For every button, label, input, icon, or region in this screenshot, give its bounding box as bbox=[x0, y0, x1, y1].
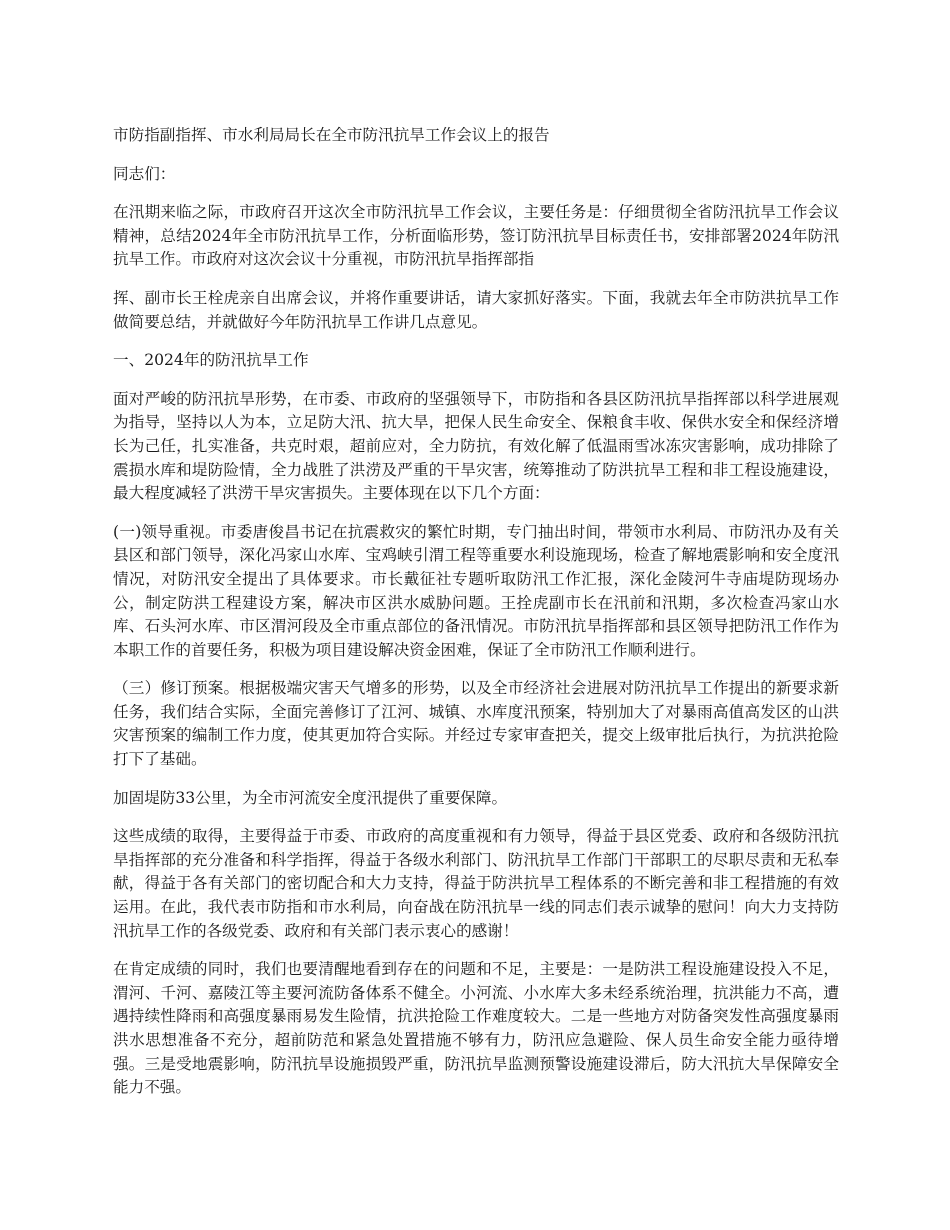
paragraph-achievements: 这些成绩的取得，主要得益于市委、市政府的高度重视和有力领导，得益于县区党委、政府和各级防汛抗旱指挥部的充分准备和科学指挥，得益于各级水利部门、防汛抗旱工作部门干部职工的尽职尽责和无私奉献，得益于各有关部门的密切配合和大力支持，得益于防洪抗旱工程体系的不断完善和非工程措施的有效运用。在此，我代表市防指和市水利局，向奋战在防汛抗旱一线的同志们表示诚挚的慰问！向大力支持防汛抗旱工作的各级党委、政府和有关部门表示衷心的感谢！ bbox=[113, 827, 839, 940]
salutation: 同志们： bbox=[113, 164, 176, 183]
document-body bbox=[113, 124, 839, 1115]
paragraph-leadership: (一)领导重视。市委唐俊昌书记在抗震救灾的繁忙时期，专门抽出时间，带领市水利局、市防汛办及有关县区和部门领导，深化冯家山水库、宝鸡峡引渭工程等重要水利设施现场，检查了解地震影响和安全度汛情况，对防汛安全提出了具体要求。市长戴征社专题听取防汛工作汇报，深化金陵河牛寺庙堤防现场办公，制定防洪工程建设方案，解决市区洪水威胁问题。王拴虎副市长在汛前和汛期，多次检查冯家山水库、石头河水库、市区渭河段及全市重点部位的备汛情况。市防汛抗旱指挥部和县区领导把防汛工作作为本职工作的首要任务，积极为项目建设解决资金困难，保证了全市防汛工作顺利进行。 bbox=[113, 522, 839, 659]
section-heading: 一、2024年的防汛抗旱工作 bbox=[113, 351, 309, 370]
paragraph-intro: 在汛期来临之际，市政府召开这次全市防汛抗旱工作会议，主要任务是：仔细贯彻全省防汛抗旱工作会议精神，总结2024年全市防汛抗旱工作，分析面临形势，签订防汛抗旱目标责任书，安排部署2024年防汛抗旱工作。市政府对这次会议十分重视，市防汛抗旱指挥部指 bbox=[113, 203, 839, 269]
document-title: 市防指副指挥、市水利局局长在全市防汛抗旱工作会议上的报告 bbox=[113, 126, 550, 144]
paragraph-levees: 加固堤防33公里，为全市河流安全度汛提供了重要保障。 bbox=[113, 788, 508, 807]
paragraph-intro-continued: 挥、副市长王栓虎亲自出席会议，并将作重要讲话，请大家抓好落实。下面，我就去年全市防洪抗旱工作做简要总结，并就做好今年防汛抗旱工作讲几点意见。 bbox=[113, 288, 839, 331]
paragraph-plans: （三）修订预案。根据极端灾害天气增多的形势，以及全市经济社会进展对防汛抗旱工作提出的新要求新任务，我们结合实际，全面完善修订了江河、城镇、水库度汛预案，特别加大了对暴雨高值高发区的山洪灾害预案的编制工作力度，使其更加符合实际。并经过专家审查把关，提交上级审批后执行，为抗洪抢险打下了基础。 bbox=[113, 679, 839, 769]
paragraph-overview: 面对严峻的防汛抗旱形势，在市委、市政府的坚强领导下，市防指和各县区防汛抗旱指挥部以科学进展观为指导，坚持以人为本，立足防大汛、抗大旱，把保人民生命安全、保粮食丰收、保供水安全和保经济增长为己任，扎实准备，共克时艰，超前应对，全力防抗，有效化解了低温雨雪冰冻灾害影响，成功排除了震损水库和堤防险情，全力战胜了洪涝及严重的干旱灾害，统筹推动了防洪抗旱工程和非工程设施建设，最大程度减轻了洪涝干旱灾害损失。主要体现在以下几个方面： bbox=[113, 389, 839, 503]
paragraph-problems: 在肯定成绩的同时，我们也要清醒地看到存在的问题和不足，主要是：一是防洪工程设施建设投入不足，渭河、千河、嘉陵江等主要河流防备体系不健全。小河流、小水库大多未经系统治理，抗洪能力不高，遭遇持续性降雨和高强度暴雨易发生险情，抗洪抢险工作难度较大。二是一些地方对防备突发性高强度暴雨洪水思想准备不充分，超前防范和紧急处置措施不够有力，防汛应急避险、保人员生命安全能力亟待增强。三是受地震影响，防汛抗旱设施损毁严重，防汛抗旱监测预警设施建设滞后，防大汛抗大旱保障安全能力不强。 bbox=[113, 960, 839, 1097]
